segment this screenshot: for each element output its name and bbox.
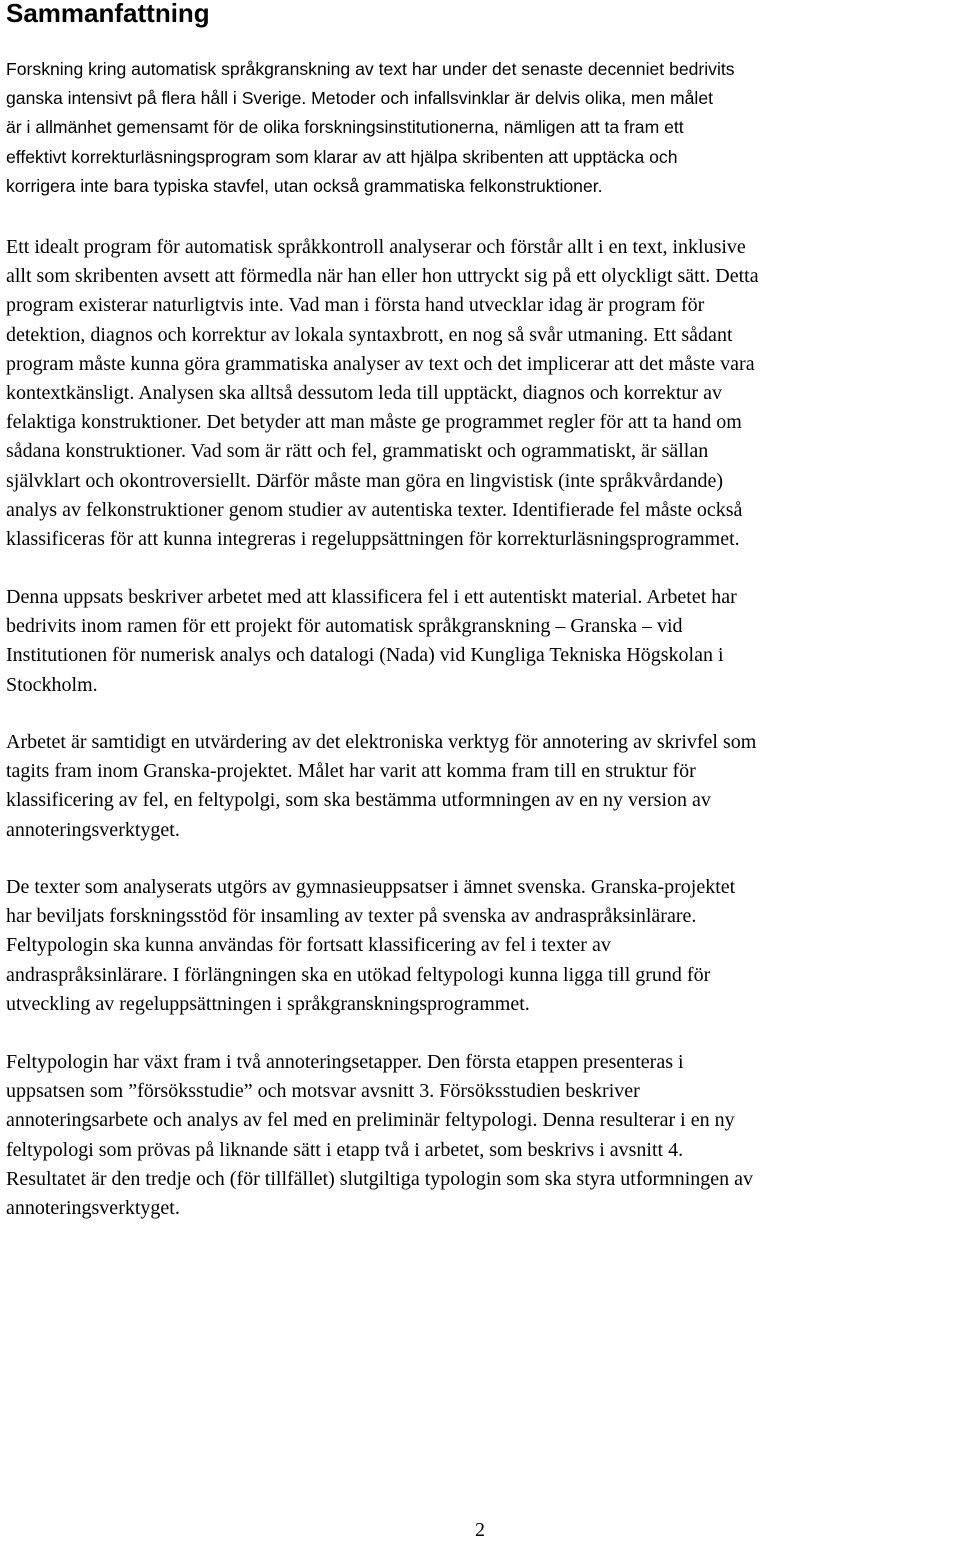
paragraph-line: annoteringsverktyget. [6,818,180,841]
paragraph-line: effektivt korrekturläsningsprogram som klarar av att hjälpa skribenten att upptäcka och [6,146,678,167]
paragraph-line: har beviljats forskningsstöd för insamling av texter på svenska av andraspråksinlärare. [6,905,697,928]
paragraph-6 [6,1048,952,1223]
paragraph-line: korrigera inte bara typiska stavfel, utan också grammatiska felkonstruktioner. [6,175,603,196]
paragraph-line: Feltypologin ska kunna användas för fortsatt klassificering av fel i texter av [6,934,611,957]
section-heading: Sammanfattning [6,0,210,28]
paragraph-line: bedrivits inom ramen för ett projekt för automatisk språkgranskning – Granska – vid [6,615,683,638]
paragraph-line: klassificeras för att kunna integreras i regeluppsättningen för korrekturläsningsprogrammet. [6,528,740,551]
paragraph-line: utveckling av regeluppsättningen i språkgranskningsprogrammet. [6,992,530,1015]
paragraph-line: Institutionen för numerisk analys och datalogi (Nada) vid Kungliga Tekniska Högskolan i [6,644,724,667]
paragraph-line: program existerar naturligtvis inte. Vad man i första hand utvecklar idag är program för [6,294,705,317]
paragraph-line: felaktiga konstruktioner. Det betyder att man måste ge programmet regler för att ta hand om [6,411,742,434]
paragraph-line: är i allmänhet gemensamt för de olika forskningsinstitutionerna, nämligen att ta fram ett [6,117,684,138]
paragraph-line: sådana konstruktioner. Vad som är rätt och fel, grammatiskt och ogrammatiskt, är sällan [6,440,709,463]
paragraph-4 [6,728,952,845]
paragraph-line: detektion, diagnos och korrektur av lokala syntaxbrott, en nog så svår utmaning. Ett sådant [6,323,733,346]
paragraph-1 [6,55,952,201]
page-number: 2 [475,1519,485,1541]
paragraph-line: allt som skribenten avsett att förmedla när han eller hon uttryckt sig på ett olyckligt sätt. Detta [6,265,759,288]
paragraph-line: annoteringsverktyget. [6,1197,180,1220]
paragraph-line: tagits fram inom Granska-projektet. Målet har varit att komma fram till en struktur för [6,760,696,783]
paragraph-line: Denna uppsats beskriver arbetet med att klassificera fel i ett autentiskt material. Arbetet har [6,586,737,608]
paragraph-line: analys av felkonstruktioner genom studier av autentiska texter. Identifierade fel måste också [6,498,743,521]
paragraph-line: ganska intensivt på flera håll i Sverige. Metoder och infallsvinklar är delvis olika, men målet [6,88,714,109]
paragraph-2 [6,233,952,554]
paragraph-line: Resultatet är den tredje och (för tillfället) slutgiltiga typologin som ska styra utformningen av [6,1167,754,1190]
paragraph-line: De texter som analyserats utgörs av gymnasieuppsatser i ämnet svenska. Granska-projektet [6,876,736,898]
paragraph-line: Forskning kring automatisk språkgranskning av text har under det senaste decenniet bedrivits [6,59,735,79]
paragraph-line: uppsatsen som ”försöksstudie” och motsvar avsnitt 3. Försöksstudien beskriver [6,1080,640,1103]
paragraph-line: Feltypologin har växt fram i två annoteringsetapper. Den första etappen presenteras i [6,1051,684,1073]
paragraph-5 [6,873,952,1019]
paragraph-3 [6,583,952,700]
paragraph-line: Stockholm. [6,673,98,696]
paragraph-line: program måste kunna göra grammatiska analyser av text och det implicerar att det måste vara [6,352,755,375]
paragraph-line: andraspråksinlärare. I förlängningen ska en utökad feltypologi kunna ligga till grund för [6,963,711,986]
paragraph-line: självklart och okontroversiellt. Därför måste man göra en lingvistisk (inte språkvårdande) [6,469,724,492]
paragraph-line: kontextkänsligt. Analysen ska alltså dessutom leda till upptäckt, diagnos och korrektur av [6,382,722,405]
paragraph-line: Ett idealt program för automatisk språkkontroll analyserar och förstår allt i en text, inklusive [6,236,746,258]
paragraph-line: feltypologi som prövas på liknande sätt i etapp två i arbetet, som beskrivs i avsnitt 4. [6,1138,684,1161]
paragraph-line: Arbetet är samtidigt en utvärdering av det elektroniska verktyg för annotering av skrivfel som [6,731,757,753]
paragraph-line: klassificering av fel, en feltypolgi, som ska bestämma utformningen av en ny version av [6,789,711,812]
paragraph-line: annoteringsarbete och analys av fel med en preliminär feltypologi. Denna resulterar i en ny [6,1109,735,1132]
